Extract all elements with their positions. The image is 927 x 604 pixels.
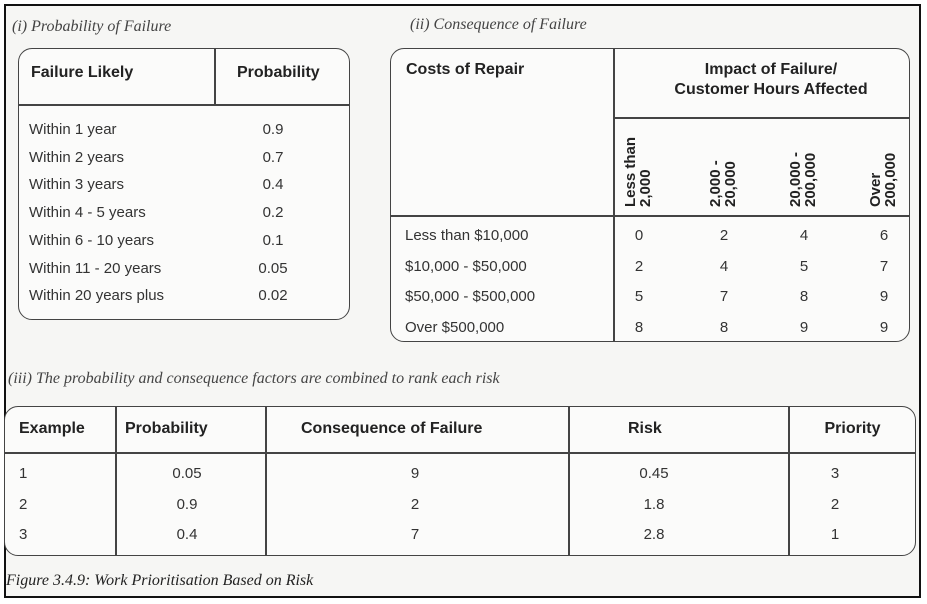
risk-table-header: Example [19, 420, 85, 437]
probability-cell: 0.9 [262, 121, 284, 138]
header-probability: Probability [237, 64, 320, 81]
probability-cell: 0.4 [262, 176, 284, 194]
probability-cell: 0.1 [262, 231, 284, 249]
risk-ranking-table [4, 406, 916, 556]
consequence-value: 5 [634, 288, 644, 305]
divider [265, 407, 267, 556]
impact-column-header: Less than [622, 136, 639, 207]
header-impact-line2: Customer Hours Affected [674, 81, 868, 98]
section1-caption: (i) Probability of Failure [12, 18, 172, 35]
divider [391, 215, 910, 217]
header-failure-likely: Failure Likely [31, 64, 134, 81]
consequence-value: 9 [879, 318, 889, 336]
impact-column-header: 200,000 [802, 152, 819, 207]
consequence-value: 6 [879, 227, 889, 244]
risk-table-cell: 2 [19, 495, 28, 513]
impact-column-header: 2,000 - [707, 160, 724, 207]
failure-likely-cell: Within 3 years [29, 176, 125, 194]
probability-cell: 0.05 [258, 259, 288, 277]
probability-table [18, 48, 350, 320]
cost-row-label: Less than $10,000 [405, 227, 529, 244]
failure-likely-cell: Within 1 year [29, 121, 117, 138]
divider [115, 407, 117, 556]
risk-table-header: Priority [824, 420, 881, 437]
consequence-value: 7 [719, 288, 729, 305]
risk-table-header: Risk [628, 420, 662, 437]
cost-row-label: Over $500,000 [405, 318, 505, 336]
probability-cell: 0.7 [262, 148, 284, 166]
risk-table-cell: 0.05 [172, 465, 202, 482]
impact-column-header: 20,000 [722, 161, 739, 207]
consequence-value: 2 [634, 257, 644, 275]
risk-table-cell: 2 [410, 495, 420, 513]
impact-column-header: 2,000 [637, 169, 654, 207]
probability-cell: 0.2 [262, 204, 284, 222]
divider [613, 49, 615, 342]
risk-table-header: Probability [125, 420, 208, 437]
impact-column-header: 20,000 - [787, 151, 804, 207]
risk-table-header: Consequence of Failure [301, 420, 483, 437]
divider [568, 407, 570, 556]
risk-table-cell: 7 [410, 526, 420, 543]
risk-table-cell: 3 [19, 526, 28, 543]
consequence-table [390, 48, 910, 342]
risk-table-cell: 2 [830, 495, 840, 513]
consequence-value: 5 [799, 257, 809, 275]
consequence-value: 7 [879, 257, 889, 275]
risk-table-cell: 1 [830, 526, 840, 543]
failure-likely-cell: Within 20 years plus [29, 287, 165, 305]
failure-likely-cell: Within 6 - 10 years [29, 231, 155, 249]
consequence-value: 0 [634, 227, 644, 244]
divider [5, 452, 916, 454]
consequence-value: 8 [799, 288, 809, 305]
risk-table-cell: 0.4 [176, 526, 198, 543]
impact-column-header: Over [867, 172, 884, 207]
consequence-value: 4 [719, 257, 729, 275]
probability-cell: 0.02 [258, 287, 288, 305]
risk-table-cell: 9 [410, 465, 420, 482]
failure-likely-cell: Within 4 - 5 years [29, 204, 146, 222]
section2-caption: (ii) Consequence of Failure [410, 16, 587, 33]
divider [613, 117, 910, 119]
risk-table-cell: 2.8 [643, 526, 665, 543]
failure-likely-cell: Within 11 - 20 years [29, 259, 162, 277]
risk-table-cell: 3 [830, 465, 840, 482]
consequence-value: 8 [719, 318, 729, 336]
risk-table-cell: 0.9 [176, 495, 198, 513]
cost-row-label: $50,000 - $500,000 [405, 288, 536, 305]
section3-caption: (iii) The probability and consequence factors are combined to rank each risk [8, 370, 500, 387]
header-costs-of-repair: Costs of Repair [406, 61, 525, 78]
header-impact-line1: Impact of Failure/ [704, 61, 838, 78]
consequence-value: 4 [799, 227, 809, 244]
consequence-value: 2 [719, 227, 729, 244]
divider [214, 49, 216, 105]
cost-row-label: $10,000 - $50,000 [405, 257, 527, 275]
divider [19, 104, 350, 106]
risk-table-cell: 1.8 [643, 495, 665, 513]
consequence-value: 8 [634, 318, 644, 336]
risk-table-cell: 1 [19, 465, 28, 482]
risk-table-cell: 0.45 [639, 465, 669, 482]
consequence-value: 9 [879, 288, 889, 305]
consequence-value: 9 [799, 318, 809, 336]
figure-caption: Figure 3.4.9: Work Prioritisation Based on Risk [6, 572, 314, 589]
failure-likely-cell: Within 2 years [29, 148, 125, 166]
impact-column-header: 200,000 [882, 152, 899, 207]
